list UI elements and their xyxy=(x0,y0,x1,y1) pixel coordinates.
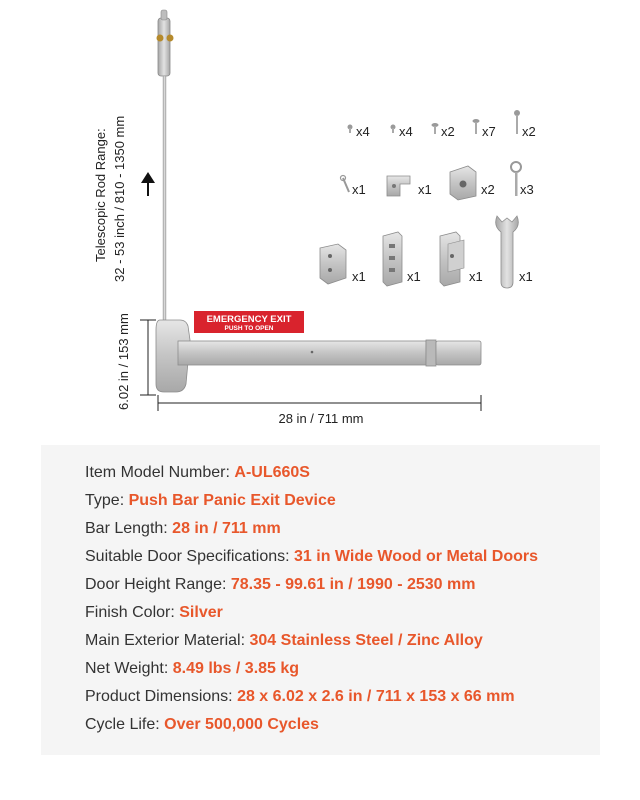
small-screw-icon xyxy=(391,125,396,134)
hardware-qty: x1 xyxy=(469,269,483,284)
spec-label: Product Dimensions: xyxy=(85,688,238,705)
hardware-qty: x1 xyxy=(407,269,421,284)
length-dimension xyxy=(158,395,481,411)
spec-label: Suitable Door Specifications: xyxy=(85,548,294,565)
emergency-exit-sign xyxy=(194,311,304,333)
strike-plate-icon xyxy=(383,232,402,286)
spec-material xyxy=(85,631,483,651)
hardware-qty: x1 xyxy=(352,182,366,197)
sign-title: EMERGENCY EXIT xyxy=(206,314,292,325)
spec-panel xyxy=(41,445,600,755)
screw-icon xyxy=(473,119,480,134)
height-dimension xyxy=(140,320,156,395)
spec-value: 28 x 6.02 x 2.6 in / 711 x 153 x 66 mm xyxy=(237,688,515,705)
spec-value: 78.35 - 99.61 in / 1990 - 2530 mm xyxy=(230,576,476,593)
spec-model xyxy=(85,463,310,483)
spec-dimensions xyxy=(85,687,515,707)
spec-value: Over 500,000 Cycles xyxy=(164,716,319,733)
spec-value: Silver xyxy=(179,604,223,621)
length-label: 28 in / 711 mm xyxy=(278,411,364,426)
hardware-qty: x4 xyxy=(356,124,370,139)
hardware-qty: x1 xyxy=(418,182,432,197)
spec-label: Bar Length: xyxy=(85,520,173,537)
spec-value: Push Bar Panic Exit Device xyxy=(128,492,336,509)
small-screw-icon xyxy=(348,125,353,134)
screw-icon xyxy=(432,123,439,134)
hardware-qty: x2 xyxy=(522,124,536,139)
spec-label: Net Weight: xyxy=(85,660,173,677)
spec-value: 31 in Wide Wood or Metal Doors xyxy=(294,548,539,565)
hardware-qty: x1 xyxy=(352,269,366,284)
spec-type xyxy=(85,491,336,511)
wrench-icon xyxy=(496,216,519,288)
height-label: 6.02 in / 153 mm xyxy=(116,313,131,410)
spec-weight xyxy=(85,659,299,679)
spec-label: Finish Color: xyxy=(85,604,180,621)
hardware-qty: x2 xyxy=(481,182,495,197)
spec-door-height xyxy=(85,575,475,595)
hardware-qty: x1 xyxy=(519,269,533,284)
spec-label: Cycle Life: xyxy=(85,716,165,733)
spec-label: Main Exterior Material: xyxy=(85,632,250,649)
pin-icon xyxy=(341,176,350,193)
spec-value: 28 in / 711 mm xyxy=(172,520,281,537)
strike-bracket-icon xyxy=(320,244,346,284)
rod-range-label-2: 32 - 53 inch / 810 - 1350 mm xyxy=(112,115,127,282)
hardware-qty: x2 xyxy=(441,124,455,139)
block-bracket-icon xyxy=(450,166,476,200)
spec-label: Type: xyxy=(85,492,129,509)
arrow-up-icon xyxy=(141,172,155,196)
spec-label: Item Model Number: xyxy=(85,464,235,481)
spec-value: A-UL660S xyxy=(234,464,310,481)
sign-subtitle: PUSH TO OPEN xyxy=(224,325,274,332)
spec-value: 304 Stainless Steel / Zinc Alloy xyxy=(249,632,483,649)
rod-range-label-1: Telescopic Rod Range: xyxy=(93,128,108,262)
spec-value: 8.49 lbs / 3.85 kg xyxy=(172,660,300,677)
spec-cycle-life xyxy=(85,715,319,735)
hardware-qty: x7 xyxy=(482,124,496,139)
spec-bar-length xyxy=(85,519,281,539)
latch-icon xyxy=(387,176,410,196)
spec-label: Door Height Range: xyxy=(85,576,231,593)
hardware-qty: x4 xyxy=(399,124,413,139)
spec-finish xyxy=(85,603,223,623)
spec-door-spec xyxy=(85,547,538,567)
hardware-qty: x3 xyxy=(520,182,534,197)
long-screw-icon xyxy=(514,110,520,134)
bracket-plate-icon xyxy=(440,232,464,286)
telescopic-rod xyxy=(157,10,174,320)
